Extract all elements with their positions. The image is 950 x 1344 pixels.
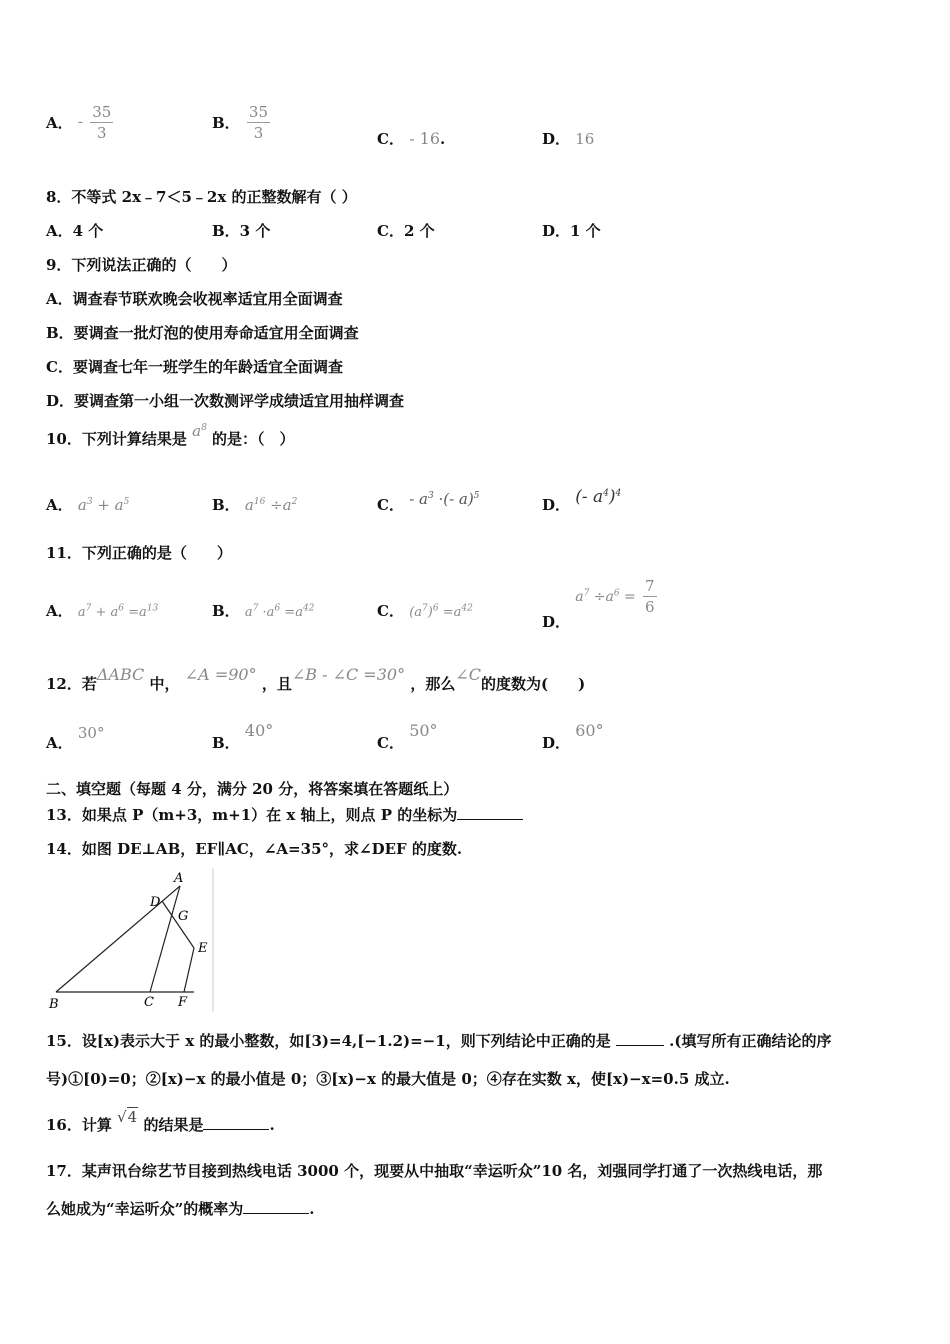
- stem-text: 12．若: [46, 675, 97, 693]
- exponent: 6: [613, 587, 620, 598]
- option-label: A．: [46, 114, 73, 132]
- fraction: [90, 102, 113, 143]
- q9-stem: 9．下列说法正确的（ ）: [46, 256, 237, 274]
- denominator: 3: [96, 124, 107, 142]
- q11-option-b: [212, 600, 314, 621]
- q11-stem: 11．下列正确的是（ ）: [46, 544, 232, 562]
- exponent: 13: [146, 603, 159, 614]
- q10-option-c: [377, 490, 480, 515]
- minus-sign: -: [77, 112, 83, 131]
- term: ·a: [258, 605, 275, 620]
- option-label: D．: [542, 734, 571, 752]
- exponent: 2: [291, 497, 298, 507]
- angle-label: ∠C: [455, 665, 481, 684]
- exponent: 42: [302, 603, 315, 614]
- answer-blank[interactable]: [203, 1129, 269, 1130]
- segment-BA: [56, 886, 180, 992]
- q7-option-a: [46, 102, 115, 143]
- exponent: 6: [274, 603, 281, 614]
- triangle-label: ΔABC: [96, 665, 145, 684]
- option-value: 60°: [575, 721, 604, 740]
- term: (- a: [575, 487, 604, 507]
- option-label: B．: [212, 496, 240, 514]
- q15-line1: [46, 1030, 832, 1051]
- q15-line2: 号)①[0)=0；②[x)−x 的最小值是 0；③[x)−x 的最大值是 0；④存在实数 x，使[x)−x=0.5 成立.: [46, 1070, 730, 1088]
- q10-option-a: [46, 494, 129, 515]
- angle-condition: ∠A =90°: [184, 665, 257, 684]
- math-expression: [409, 490, 479, 508]
- square-root: √4: [117, 1108, 138, 1126]
- term: + a: [91, 605, 119, 620]
- section-heading: 二、填空题（每题 4 分，满分 20 分，将答案填在答题纸上）: [46, 780, 459, 798]
- math-expression: [245, 605, 314, 620]
- question-text: 15．设[x)表示大于 x 的最小整数，如[3)=4,[−1.2)=−1，则下列结论中正确的是: [46, 1032, 611, 1050]
- question-text: 16．计算: [46, 1116, 112, 1134]
- term: a: [575, 588, 584, 605]
- option-label: B．: [212, 602, 240, 620]
- exponent: 7: [252, 603, 259, 614]
- q10-option-b: [212, 494, 297, 515]
- label-F: F: [178, 995, 188, 1010]
- term: ): [427, 605, 433, 620]
- term: =a: [124, 605, 147, 620]
- term: a: [244, 496, 254, 514]
- label-A: A: [174, 871, 184, 886]
- option-label: D．: [542, 612, 571, 631]
- question-text: 么她成为“幸运听众”的概率为: [46, 1200, 244, 1218]
- option-value: 30°: [77, 724, 105, 742]
- q12-option-a: [46, 722, 105, 752]
- fraction: [247, 102, 270, 143]
- triangle-diagram: [44, 866, 216, 1016]
- math-expression: [78, 496, 129, 514]
- term: ): [608, 487, 616, 507]
- exponent: 7: [85, 603, 92, 614]
- q12-option-c: [377, 720, 438, 752]
- question-text: 13．如果点 P（m+3，m+1）在 x 轴上，则点 P 的坐标为: [46, 806, 458, 824]
- q8-option-b: B．3 个: [212, 222, 271, 240]
- period: .: [269, 1116, 275, 1134]
- stem-text: ，那么: [410, 675, 456, 693]
- q12-stem: [46, 664, 586, 693]
- question-text: 的结果是: [143, 1116, 204, 1134]
- math-expression: [409, 605, 473, 620]
- exponent: 5: [473, 491, 480, 501]
- exponent: 3: [427, 491, 434, 501]
- option-label: C．: [377, 496, 404, 514]
- variable: a: [192, 422, 202, 440]
- stem-text: 的度数为( ): [480, 675, 586, 693]
- term: a: [77, 496, 87, 514]
- term: ÷a: [265, 496, 292, 514]
- option-label: A．: [46, 602, 73, 620]
- exponent: 42: [461, 603, 473, 614]
- exponent: 7: [583, 587, 590, 598]
- q11-option-a: [46, 600, 158, 621]
- term: =: [619, 588, 636, 605]
- period: .: [440, 130, 446, 148]
- angle-condition: ∠B - ∠C =30°: [291, 665, 406, 684]
- q9-option-d: D．要调查第一小组一次数测评学成绩适宜用抽样调查: [46, 392, 405, 410]
- q11-option-c: [377, 600, 473, 621]
- q9-option-a: A．调查春节联欢晚会收视率适宜用全面调查: [46, 290, 343, 308]
- q11-option-d: [542, 576, 659, 631]
- term: a: [77, 605, 86, 620]
- q7-option-b: [212, 102, 272, 143]
- fraction: [643, 576, 657, 617]
- option-label: A．: [46, 734, 73, 752]
- exponent: 3: [86, 497, 93, 507]
- numerator: 35: [92, 103, 112, 121]
- label-C: C: [144, 995, 154, 1010]
- option-value: 40°: [244, 721, 274, 740]
- term: + a: [92, 496, 124, 514]
- q8-option-d: D．1 个: [542, 222, 601, 240]
- radicand: 4: [127, 1108, 138, 1126]
- exponent: 5: [123, 497, 130, 507]
- q14: 14．如图 DE⊥AB，EF∥AC，∠A=35°，求∠DEF 的度数.: [46, 840, 463, 858]
- term: - a: [409, 490, 428, 508]
- q10-stem: [46, 422, 295, 449]
- term: =a: [280, 605, 303, 620]
- stem-text: 中，: [149, 675, 180, 693]
- option-label: D．: [542, 130, 571, 148]
- q12-option-b: [212, 720, 274, 752]
- stem-text: ，且: [261, 675, 292, 693]
- exponent: 16: [253, 497, 266, 507]
- exponent: 4: [615, 488, 622, 499]
- math-expression: [78, 605, 158, 620]
- math-expression: [575, 589, 636, 605]
- segment-EF: [184, 948, 194, 992]
- q17-line1: 17．某声讯台综艺节目接到热线电话 3000 个，现要从中抽取“幸运听众”10 名，刘强同学打通了一次热线电话，那: [46, 1162, 823, 1180]
- label-E: E: [198, 941, 208, 956]
- label-B: B: [49, 997, 59, 1012]
- option-label: D．: [542, 496, 571, 514]
- answer-blank[interactable]: [457, 819, 523, 820]
- q8-stem: 8．不等式 2x﹣7＜5﹣2x 的正整数解有（ ）: [46, 188, 357, 206]
- term: =a: [438, 605, 462, 620]
- q13: [46, 804, 523, 825]
- option-value: 50°: [409, 721, 438, 740]
- geometry-figure: [44, 866, 216, 1020]
- exponent: 4: [603, 488, 609, 499]
- question-text: .(填写所有正确结论的序: [669, 1032, 832, 1050]
- q9-option-c: C．要调查七年一班学生的年龄适宜全面调查: [46, 358, 343, 376]
- answer-blank[interactable]: [243, 1213, 309, 1214]
- answer-blank[interactable]: [616, 1045, 664, 1046]
- q8-option-c: C．2 个: [377, 222, 435, 240]
- option-label: B．: [212, 114, 240, 132]
- exponent: 6: [118, 603, 125, 614]
- term: ÷a: [589, 588, 614, 605]
- stem-text: 的是：（ ）: [212, 430, 295, 448]
- exponent: 6: [432, 603, 439, 614]
- math-expression: [192, 422, 207, 440]
- q17-line2: [46, 1198, 315, 1219]
- numerator: 7: [645, 577, 655, 595]
- term: a: [244, 605, 253, 620]
- option-label: A．: [46, 496, 73, 514]
- q12-option-d: [542, 720, 604, 752]
- term: (a: [409, 605, 423, 620]
- term: ·(- a): [433, 490, 474, 508]
- denominator: 3: [253, 124, 264, 142]
- numerator: 35: [248, 103, 269, 121]
- q7-option-c: [377, 128, 445, 149]
- exponent: 8: [201, 423, 207, 433]
- stem-text: 10．下列计算结果是: [46, 430, 187, 448]
- q8-option-a: A．4 个: [46, 222, 104, 240]
- period: .: [309, 1200, 315, 1218]
- q7-option-d: [542, 128, 594, 149]
- option-label: C．: [377, 130, 404, 148]
- label-D: D: [150, 895, 161, 910]
- math-expression: [575, 487, 621, 507]
- option-label: C．: [377, 734, 404, 752]
- denominator: 6: [645, 598, 655, 616]
- option-label: B．: [212, 734, 240, 752]
- q9-option-b: B．要调查一批灯泡的使用寿命适宜用全面调查: [46, 324, 359, 342]
- label-G: G: [178, 909, 189, 924]
- q16: [46, 1106, 275, 1134]
- option-value: - 16: [409, 129, 441, 148]
- option-label: C．: [377, 602, 404, 620]
- option-value: 16: [575, 130, 595, 148]
- math-expression: [245, 496, 297, 514]
- exponent: 7: [422, 603, 428, 614]
- q10-option-d: [542, 487, 622, 515]
